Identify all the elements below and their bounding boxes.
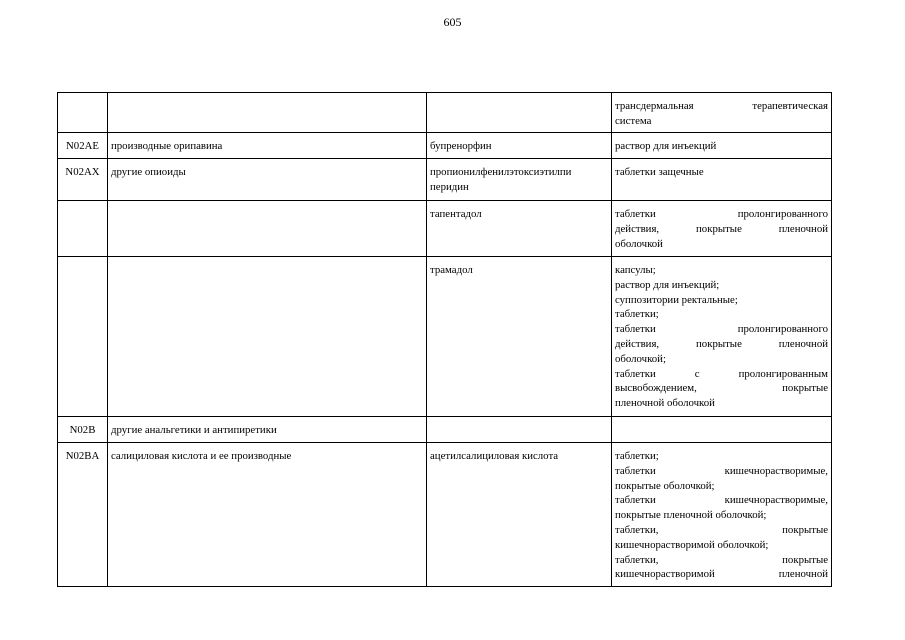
dosage-form-line: таблетки пролонгированного — [615, 323, 828, 336]
group-cell — [108, 257, 427, 417]
substance-cell — [427, 93, 612, 133]
table-row — [58, 257, 832, 417]
group-cell: другие анальгетики и антипиретики — [108, 417, 427, 443]
dosage-form-line: таблетки, покрытые — [615, 553, 828, 566]
table-row — [58, 443, 832, 587]
dosage-form-line: действия, покрытые пленочной — [615, 222, 828, 235]
dosage-form-cell — [612, 417, 832, 443]
table-row — [58, 417, 832, 443]
atc-code-cell — [58, 201, 108, 257]
dosage-form-line: оболочкой — [615, 237, 663, 250]
dosage-form-line: кишечнорастворимой оболочкой; — [615, 538, 769, 551]
dosage-form-cell — [612, 133, 832, 159]
dosage-form-line: таблетки; — [615, 308, 659, 321]
dosage-form-line: пленочной оболочкой — [615, 397, 715, 410]
dosage-form-line: система — [615, 114, 652, 127]
substance-cell: ацетилсалициловая кислота — [427, 443, 612, 587]
dosage-form-line: таблетки кишечнорастворимые, — [615, 464, 828, 477]
page-number: 605 — [443, 15, 462, 29]
dosage-form-line: таблетки кишечнорастворимые, — [615, 494, 828, 507]
drug-classification-table — [57, 92, 832, 587]
substance-cell: бупренорфин — [427, 133, 612, 159]
dosage-form-line: покрытые пленочной оболочкой; — [615, 509, 767, 522]
dosage-form-line: раствор для инъекций — [615, 140, 717, 152]
group-cell — [108, 201, 427, 257]
substance-cell: трамадол — [427, 257, 612, 417]
group-cell: салициловая кислота и ее производные — [108, 443, 427, 587]
group-cell: другие опиоиды — [108, 159, 427, 201]
dosage-form-line: покрытые оболочкой; — [615, 479, 715, 492]
dosage-form-cell — [612, 159, 832, 201]
dosage-form-line: высвобождением, покрытые — [615, 382, 828, 395]
atc-code-cell: N02AE — [58, 133, 108, 159]
atc-code-cell: N02B — [58, 417, 108, 443]
dosage-form-line: таблетки с пролонгированным — [615, 367, 828, 380]
table-row — [58, 93, 832, 133]
dosage-form-line: трансдермальная терапевтическая — [615, 100, 828, 112]
dosage-form-line: капсулы; — [615, 264, 656, 276]
atc-code-cell — [58, 93, 108, 133]
atc-code-cell — [58, 257, 108, 417]
table-row — [58, 159, 832, 201]
dosage-form-line: раствор для инъекций; — [615, 278, 720, 291]
group-cell: производные орипавина — [108, 133, 427, 159]
substance-cell: тапентадол — [427, 201, 612, 257]
table-row — [58, 133, 832, 159]
dosage-form-cell — [612, 257, 832, 417]
group-cell — [108, 93, 427, 133]
substance-cell: пропионилфенилэтоксиэтилпи перидин — [427, 159, 612, 201]
dosage-form-line: таблетки пролонгированного — [615, 208, 828, 220]
substance-cell — [427, 417, 612, 443]
atc-code-cell: N02AX — [58, 159, 108, 201]
dosage-form-cell — [612, 443, 832, 587]
table-row — [58, 201, 832, 257]
dosage-form-cell — [612, 93, 832, 133]
dosage-form-line: таблетки; — [615, 450, 659, 462]
atc-code-cell: N02BA — [58, 443, 108, 587]
dosage-form-line: таблетки защечные — [615, 166, 704, 178]
dosage-form-line: таблетки, покрытые — [615, 523, 828, 536]
dosage-form-cell — [612, 201, 832, 257]
dosage-form-line: кишечнорастворимой пленочной — [615, 568, 828, 581]
dosage-form-line: оболочкой; — [615, 352, 666, 365]
dosage-form-line: действия, покрытые пленочной — [615, 337, 828, 350]
dosage-form-line: суппозитории ректальные; — [615, 293, 738, 306]
